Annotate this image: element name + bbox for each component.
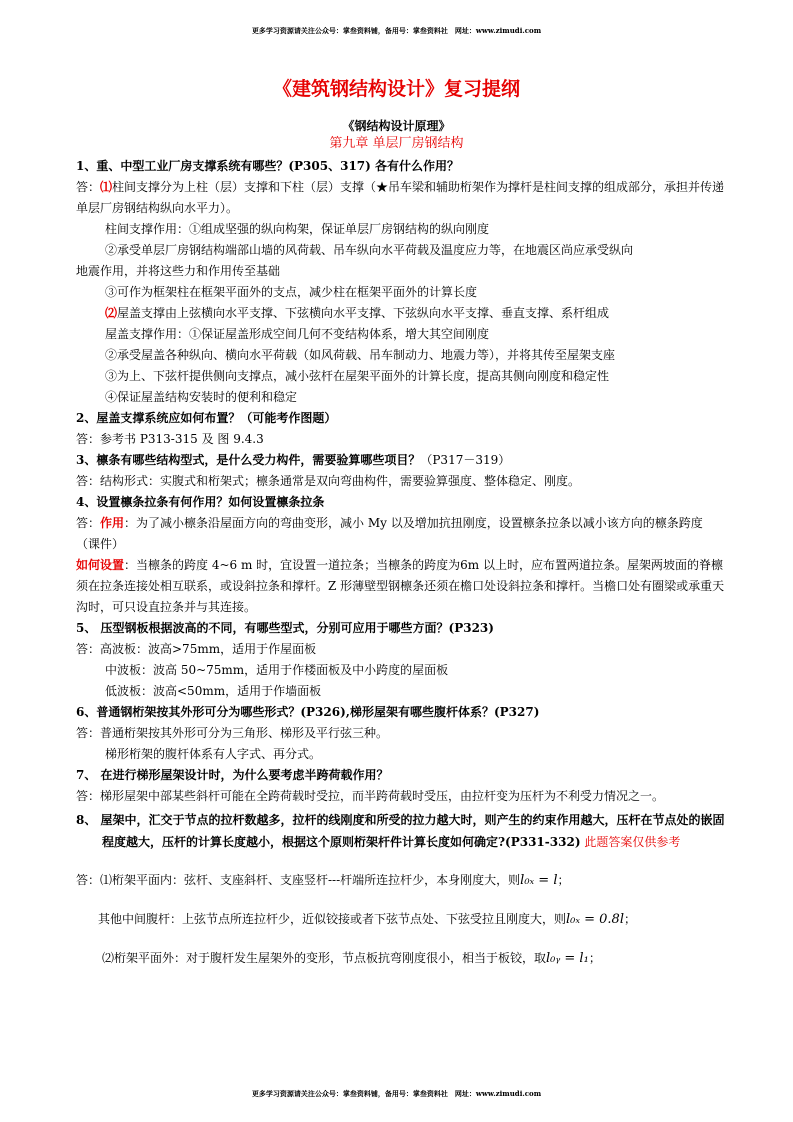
answer-1-line: ④保证屋盖结构安装时的便利和稳定: [105, 390, 298, 404]
page-footer: 更多学习资源请关注公众号：掌叁资料铺，备用号：掌叁资料社 网址：www.zimudi.com: [251, 1089, 542, 1098]
formula-2: l₀ₓ = 0.8l: [566, 912, 624, 927]
answer-1-line: ③可作为框架柱在框架平面外的支点，减少柱在框架平面外的计算长度: [105, 285, 478, 299]
page-header: 更多学习资源请关注公众号：掌叁资料铺，备用号：掌叁资料社 网址：www.zimudi.com: [251, 26, 542, 35]
marker-1: ⑴: [100, 180, 113, 194]
question-5: 5、 压型钢板根据波高的不同，有哪些型式，分别可应用于哪些方面？(P323): [76, 621, 494, 635]
answer-1-line: ②承受单层厂房钢结构端部山墙的风荷载、吊车纵向水平荷载及温度应力等，在地震区尚应承受纵向: [105, 243, 634, 257]
question-3-ref: （P317－319）: [420, 453, 511, 467]
answer-1-line: ②承受屋盖各种纵向、横向水平荷载（如风荷载、吊车制动力、地震力等），并将其传至屋架支座: [105, 348, 616, 362]
chapter-title: 第九章 单层厂房钢结构: [329, 136, 464, 151]
question-8-note: 此题答案仅供参考: [580, 835, 681, 849]
question-8: 8、 屋架中，汇交于节点的拉杆数越多，拉杆的线刚度和所受的拉力越大时，则产生的约束作用越大，压杆在节点处的嵌固程度越大，压杆的计算长度越小，根据这个原则桁架杆件计算长度如何确定?(P331-332): [76, 813, 725, 849]
question-7: 7、 在进行梯形屋架设计时，为什么要考虑半跨荷载作用？: [76, 768, 389, 782]
question-8-block: [76, 809, 726, 853]
answer-6-line: 梯形桁架的腹杆体系有人字式、再分式。: [105, 747, 322, 761]
answer-6-line: 答：普通桁架按其外形可分为三角形、梯形及平行弦三种。: [76, 726, 389, 740]
answer-4b: 如何设置：当檩条的跨度 4~6 m 时，宜设置一道拉条；当檩条的跨度为6m 以上时，应布置两道拉条。屋架两坡面的脊檩须在拉条连接处相互联系，或设斜拉条和撑杆。Z 形薄壁型钢檩条还须在檐口处设斜拉条和撑杆。当檐口处有圈梁或承重天沟时，可只设直拉条并与其连接。: [76, 558, 725, 614]
book-title: 《钢结构设计原理》: [342, 119, 451, 133]
answer-1-line: 地震作用，并将这些力和作用传至基础: [76, 264, 281, 278]
answer-2: 答：参考书 P313-315 及 图 9.4.3: [76, 432, 264, 446]
answer-1-line: ⑵屋盖支撑由上弦横向水平支撑、下弦横向水平支撑、下弦纵向水平支撑、垂直支撑、系杆组成: [105, 306, 610, 320]
answer-5-line: 低波板：波高<50mm，适用于作墙面板: [105, 684, 322, 698]
question-4: 4、设置檩条拉条有何作用？如何设置檩条拉条: [76, 495, 325, 509]
answer-8-line-3: ⑵桁架平面外：对于腹杆发生屋架外的变形，节点板抗弯刚度很小，相当于板铰，取l₀ᵧ = l₁；: [102, 951, 601, 966]
answer-3: 答：结构形式：实腹式和桁架式；檩条通常是双向弯曲构件，需要验算强度、整体稳定、刚度。: [76, 474, 581, 488]
question-1: 1、重、中型工业厂房支撑系统有哪些？(P305、317) 各有什么作用？: [76, 159, 460, 173]
marker-2: ⑵: [105, 306, 118, 320]
answer-1-line: 柱间支撑作用：①组成坚强的纵向构架，保证单层厂房钢结构的纵向刚度: [105, 222, 490, 236]
label-function: 作用: [100, 516, 125, 530]
answer-1-line: 答：⑴柱间支撑分为上柱（层）支撑和下柱（层）支撑（★吊车梁和辅助桁架作为撑杆是柱间支撑的组成部分，承担并传递单层厂房钢结构纵向水平力）。: [76, 180, 725, 215]
question-3-line: [76, 450, 726, 471]
answer-8-line-2: 其他中间腹杆：上弦节点所连拉杆少，近似铰接或者下弦节点处、下弦受拉且刚度大，则l₀ₓ = 0.8l；: [98, 912, 637, 927]
question-3: 3、檩条有哪些结构型式，是什么受力构件，需要验算哪些项目？: [76, 453, 421, 467]
answer-7: 答：梯形屋架中部某些斜杆可能在全跨荷载时受拉，而半跨荷载时受压，由拉杆变为压杆为不利受力情况之一。: [76, 789, 665, 803]
answer-4a: 答：作用：为了减小檩条沿屋面方向的弯曲变形，减小 My 以及增加抗扭刚度，设置檩条拉条以减小该方向的檩条跨度（课件）: [76, 516, 703, 551]
answer-8-line-1: 答：⑴桁架平面内：弦杆、支座斜杆、支座竖杆---杆端所连拉杆少，本身刚度大，则l₀ₓ = l；: [76, 873, 570, 888]
formula-1: l₀ₓ = l: [520, 873, 558, 888]
question-6: 6、普通钢桁架按其外形可分为哪些形式？(P326),梯形屋架有哪些腹杆体系？(P327): [76, 705, 540, 719]
document-body: [76, 156, 726, 972]
label-how-to-set: 如何设置: [76, 558, 125, 572]
formula-3: l₀ᵧ = l₁: [546, 951, 589, 966]
answer-5-line: 中波板：波高 50~75mm，适用于作楼面板及中小跨度的屋面板: [105, 663, 449, 677]
answer-1-line: 屋盖支撑作用：①保证屋盖形成空间几何不变结构体系，增大其空间刚度: [105, 327, 490, 341]
answer-5-line: 答：高波板：波高>75mm，适用于作屋面板: [76, 642, 317, 656]
document-title: 《建筑钢结构设计》复习提纲: [272, 78, 520, 100]
question-2: 2、屋盖支撑系统应如何布置？（可能考作图题）: [76, 411, 337, 425]
answer-1-line: ③为上、下弦杆提供侧向支撑点，减小弦杆在屋架平面外的计算长度，提高其侧向刚度和稳定性: [105, 369, 610, 383]
